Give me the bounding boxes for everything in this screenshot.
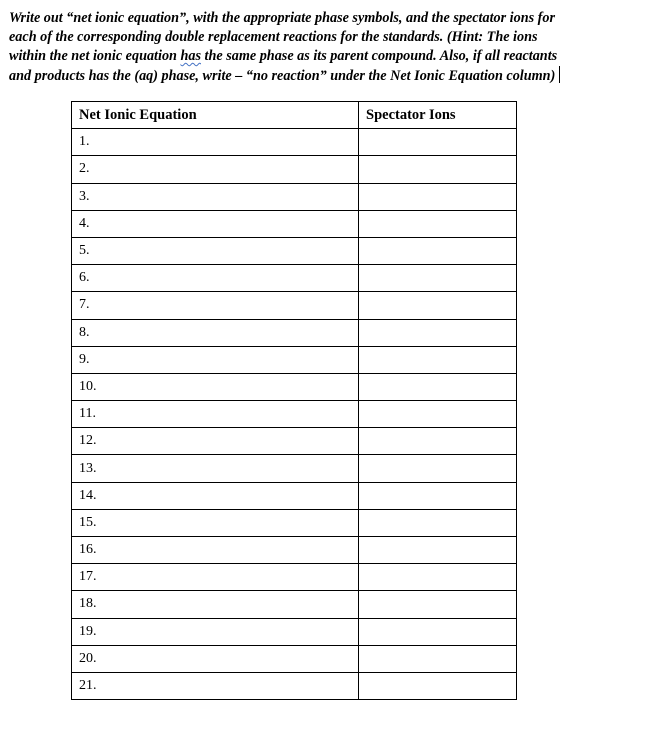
spectator-ions-cell[interactable]	[359, 373, 517, 400]
spectator-ions-cell[interactable]	[359, 319, 517, 346]
instructions-paragraph	[9, 9, 639, 86]
table-row	[72, 129, 517, 156]
net-ionic-equation-cell[interactable]: 3.	[72, 183, 359, 210]
table-row	[72, 401, 517, 428]
text-cursor	[559, 66, 560, 83]
table-row	[72, 482, 517, 509]
net-ionic-equation-cell[interactable]: 12.	[72, 428, 359, 455]
table-row	[72, 265, 517, 292]
table-row	[72, 319, 517, 346]
spectator-ions-cell[interactable]	[359, 237, 517, 264]
table-row	[72, 210, 517, 237]
spectator-ions-cell[interactable]	[359, 509, 517, 536]
instructions-line-3	[9, 47, 639, 66]
header-net-ionic-equation: Net Ionic Equation	[72, 102, 359, 129]
spectator-ions-cell[interactable]	[359, 183, 517, 210]
table-row	[72, 292, 517, 319]
table-row	[72, 346, 517, 373]
spellcheck-flagged-word[interactable]: has	[180, 48, 201, 64]
spectator-ions-cell[interactable]	[359, 455, 517, 482]
spectator-ions-cell[interactable]	[359, 482, 517, 509]
table-row	[72, 672, 517, 699]
spectator-ions-cell[interactable]	[359, 156, 517, 183]
table-row	[72, 645, 517, 672]
table-row	[72, 591, 517, 618]
net-ionic-equation-cell[interactable]: 4.	[72, 210, 359, 237]
spectator-ions-cell[interactable]	[359, 591, 517, 618]
worksheet-table	[71, 101, 517, 700]
net-ionic-equation-cell[interactable]: 15.	[72, 509, 359, 536]
spectator-ions-cell[interactable]	[359, 618, 517, 645]
table-row	[72, 618, 517, 645]
net-ionic-equation-cell[interactable]: 5.	[72, 237, 359, 264]
instructions-line-3-after: the same phase as its parent compound. Also, if all reactants	[201, 48, 558, 64]
spectator-ions-cell[interactable]	[359, 292, 517, 319]
net-ionic-equation-cell[interactable]: 21.	[72, 672, 359, 699]
table-body	[72, 129, 517, 700]
net-ionic-equation-cell[interactable]: 9.	[72, 346, 359, 373]
table-row	[72, 537, 517, 564]
table-row	[72, 183, 517, 210]
header-spectator-ions: Spectator Ions	[359, 102, 517, 129]
spectator-ions-cell[interactable]	[359, 401, 517, 428]
table-row	[72, 237, 517, 264]
spectator-ions-cell[interactable]	[359, 645, 517, 672]
net-ionic-equation-cell[interactable]: 7.	[72, 292, 359, 319]
table-header-row	[72, 102, 517, 129]
table-row	[72, 509, 517, 536]
net-ionic-equation-cell[interactable]: 1.	[72, 129, 359, 156]
net-ionic-equation-cell[interactable]: 10.	[72, 373, 359, 400]
net-ionic-equation-cell[interactable]: 8.	[72, 319, 359, 346]
instructions-line-2: each of the corresponding double replacement reactions for the standards. (Hint: The ions	[9, 29, 538, 45]
net-ionic-equation-cell[interactable]: 20.	[72, 645, 359, 672]
net-ionic-equation-cell[interactable]: 19.	[72, 618, 359, 645]
spectator-ions-cell[interactable]	[359, 672, 517, 699]
net-ionic-equation-cell[interactable]: 2.	[72, 156, 359, 183]
table-row	[72, 428, 517, 455]
spectator-ions-cell[interactable]	[359, 129, 517, 156]
table-row	[72, 455, 517, 482]
table-row	[72, 564, 517, 591]
net-ionic-equation-cell[interactable]: 18.	[72, 591, 359, 618]
spectator-ions-cell[interactable]	[359, 346, 517, 373]
table-row	[72, 373, 517, 400]
net-ionic-equation-cell[interactable]: 11.	[72, 401, 359, 428]
spectator-ions-cell[interactable]	[359, 265, 517, 292]
net-ionic-equation-cell[interactable]: 6.	[72, 265, 359, 292]
net-ionic-equation-cell[interactable]: 14.	[72, 482, 359, 509]
instructions-line-3-before: within the net ionic equation	[9, 48, 181, 64]
table-row	[72, 156, 517, 183]
spectator-ions-cell[interactable]	[359, 210, 517, 237]
instructions-line-4	[9, 66, 639, 86]
spectator-ions-cell[interactable]	[359, 428, 517, 455]
net-ionic-equation-cell[interactable]: 17.	[72, 564, 359, 591]
net-ionic-equation-cell[interactable]: 13.	[72, 455, 359, 482]
instructions-line-4-text: and products has the (aq) phase, write – “no reaction” under the Net Ionic Equation column)	[9, 68, 556, 84]
instructions-line-1: Write out “net ionic equation”, with the appropriate phase symbols, and the spectator ions for	[9, 10, 556, 26]
spectator-ions-cell[interactable]	[359, 537, 517, 564]
spectator-ions-cell[interactable]	[359, 564, 517, 591]
net-ionic-equation-cell[interactable]: 16.	[72, 537, 359, 564]
